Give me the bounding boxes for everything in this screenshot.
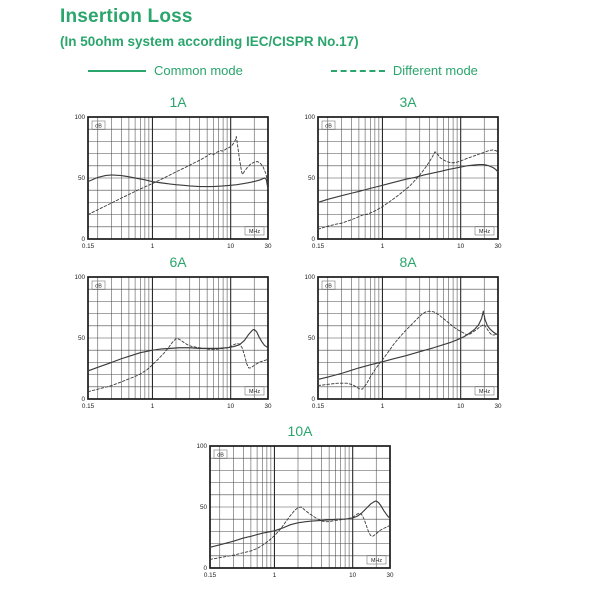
x-tick-label: 10: [457, 243, 465, 250]
x-tick-label: 1: [272, 572, 277, 579]
x-tick-label: 10: [227, 243, 235, 250]
x-tick-label: 30: [264, 243, 272, 250]
chart-3a-plot: [288, 111, 510, 253]
legend-common-mode-label: Common mode: [154, 63, 243, 78]
chart-10a: [180, 423, 402, 582]
x-tick-label: 1: [150, 243, 155, 250]
y-tick-label: 100: [74, 274, 85, 281]
y-tick-label: 50: [307, 175, 315, 182]
common-mode-curve: [88, 175, 268, 189]
y-tick-label: 100: [304, 114, 315, 121]
common-mode-curve: [318, 165, 498, 203]
y-tick-label: 50: [199, 504, 207, 511]
x-tick-label: 30: [494, 403, 502, 410]
chart-6a-title: 6A: [169, 254, 187, 270]
chart-8a-plot: [288, 271, 510, 413]
different-mode-curve: [88, 339, 268, 392]
chart-8a: [288, 254, 510, 413]
x-tick-label: 1: [150, 403, 155, 410]
chart-6a-plot: [58, 271, 280, 413]
x-tick-label: 10: [349, 572, 357, 579]
x-tick-label: 1: [380, 403, 385, 410]
different-mode-curve: [210, 507, 390, 559]
x-unit-label: MHz: [248, 229, 261, 236]
y-tick-label: 0: [311, 236, 315, 243]
chart-8a-title: 8A: [399, 254, 417, 270]
x-tick-label: 0.15: [81, 243, 95, 250]
y-unit-label: dB: [95, 123, 102, 130]
y-tick-label: 50: [77, 335, 85, 342]
different-mode-line-icon: [331, 70, 385, 72]
x-tick-label: 10: [457, 403, 465, 410]
y-tick-label: 0: [81, 236, 85, 243]
page-subtitle: (In 50ohm system according IEC/CISPR No.17): [60, 34, 359, 49]
x-tick-label: 0.15: [311, 403, 325, 410]
x-unit-label: MHz: [478, 229, 491, 236]
x-unit-label: MHz: [248, 389, 261, 396]
y-tick-label: 0: [203, 565, 207, 572]
y-unit-label: dB: [325, 283, 332, 290]
y-tick-label: 100: [196, 443, 207, 450]
y-tick-label: 0: [311, 396, 315, 403]
common-mode-line-icon: [88, 70, 146, 72]
chart-1a-title: 1A: [169, 94, 187, 110]
legend: [88, 63, 478, 78]
chart-3a-title: 3A: [399, 94, 417, 110]
x-tick-label: 30: [264, 403, 272, 410]
y-tick-label: 0: [81, 396, 85, 403]
chart-6a: [58, 254, 280, 413]
chart-10a-plot: [180, 440, 402, 582]
y-tick-label: 50: [307, 335, 315, 342]
chart-3a: [288, 94, 510, 253]
x-tick-label: 0.15: [81, 403, 95, 410]
chart-10a-title: 10A: [287, 423, 313, 439]
page-title: Insertion Loss: [60, 6, 193, 27]
legend-different-mode-label: Different mode: [392, 63, 478, 78]
different-mode-curve: [318, 150, 498, 229]
x-unit-label: MHz: [370, 558, 383, 565]
x-tick-label: 30: [494, 243, 502, 250]
common-mode-curve: [318, 311, 498, 379]
x-unit-label: MHz: [478, 389, 491, 396]
y-tick-label: 50: [77, 175, 85, 182]
x-tick-label: 30: [386, 572, 394, 579]
x-tick-label: 1: [380, 243, 385, 250]
y-tick-label: 100: [74, 114, 85, 121]
y-unit-label: dB: [217, 452, 224, 459]
y-tick-label: 100: [304, 274, 315, 281]
x-tick-label: 10: [227, 403, 235, 410]
x-tick-label: 0.15: [203, 572, 217, 579]
chart-1a: [58, 94, 280, 253]
x-tick-label: 0.15: [311, 243, 325, 250]
y-unit-label: dB: [95, 283, 102, 290]
common-mode-curve: [210, 501, 390, 547]
chart-1a-plot: [58, 111, 280, 253]
y-unit-label: dB: [325, 123, 332, 130]
